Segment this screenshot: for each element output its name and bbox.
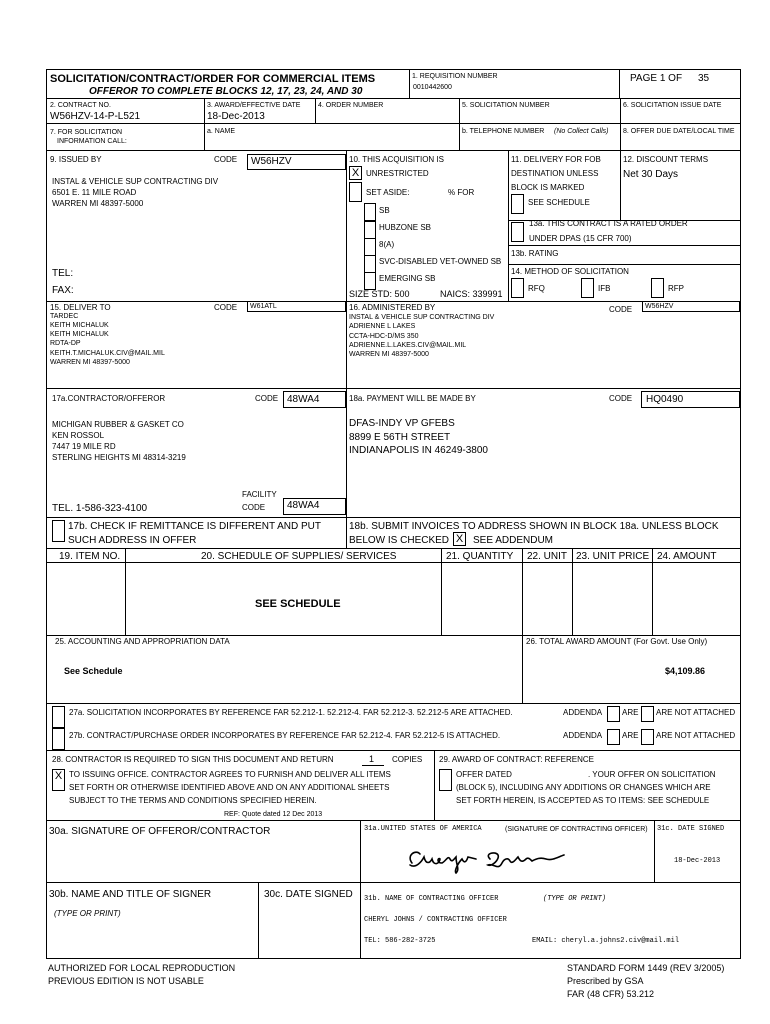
copies-underline — [362, 765, 384, 766]
rule — [47, 562, 740, 563]
payment-code[interactable]: HQ0490 — [646, 394, 684, 405]
rule — [47, 388, 740, 389]
phone-label: b. TELEPHONE NUMBER — [462, 128, 545, 135]
col-schedule: 20. SCHEDULE OF SUPPLIES/ SERVICES — [201, 551, 397, 562]
rule — [346, 150, 347, 548]
issued-by-tel-label: TEL: — [52, 268, 74, 279]
solicitation-date-label: 6. SOLICITATION ISSUE DATE — [623, 102, 722, 109]
administered-by-line-2: ADRIENNE L LAKES — [349, 323, 416, 330]
no-collect-note: (No Collect Calls) — [554, 128, 609, 135]
award-date-label: 3. AWARD/EFFECTIVE DATE — [207, 102, 301, 109]
svc-disabled-label: SVC-DISABLED VET-OWNED SB — [379, 257, 502, 266]
deliver-to-code-label: CODE — [214, 303, 238, 312]
rule — [409, 70, 410, 98]
addendum-checkbox[interactable]: X — [453, 532, 466, 546]
block-28-line-2: TO ISSUING OFFICE. CONTRACTOR AGREES TO FURNISH AND DELIVER ALL ITEMS — [69, 770, 391, 779]
block-28-copies-num: 1 — [369, 754, 375, 764]
rule — [258, 882, 259, 959]
total-award-value: $4,109.86 — [665, 666, 706, 676]
block-29-label: 29. AWARD OF CONTRACT: REFERENCE — [439, 755, 594, 764]
clause-27b-are-checkbox[interactable] — [607, 729, 620, 745]
rule — [459, 98, 460, 150]
unrestricted-label: UNRESTRICTED — [366, 169, 429, 178]
rated-order-checkbox[interactable] — [511, 222, 524, 242]
payment-line-2: 8899 E 56TH STREET — [349, 432, 451, 443]
rule — [360, 820, 361, 959]
rule — [47, 882, 740, 883]
issued-by-line-2: 6501 E. 11 MILE ROAD — [52, 188, 137, 197]
block-28-line-4: SUBJECT TO THE TERMS AND CONDITIONS SPECIFIED HEREIN. — [69, 796, 317, 805]
offer-due-label: 8. OFFER DUE DATE/LOCAL TIME — [623, 128, 735, 135]
size-std: SIZE STD: 500 — [349, 289, 410, 299]
contract-no-value[interactable]: W56HZV-14-P-L521 — [50, 111, 141, 122]
sb-checkbox[interactable] — [364, 203, 376, 221]
officer-name: CHERYL JOHNS / CONTRACTING OFFICER — [364, 916, 507, 924]
remittance-checkbox[interactable] — [52, 520, 65, 542]
rule — [434, 750, 435, 820]
clause-27a-addenda: ADDENDA — [563, 708, 603, 717]
col-unit-price: 23. UNIT PRICE — [576, 551, 650, 562]
facility-code-label: CODE — [242, 503, 266, 512]
deliver-to-line-3: KEITH MICHALUK — [50, 331, 109, 338]
rule — [508, 150, 509, 301]
invoices-line-2: BELOW IS CHECKED — [349, 535, 450, 546]
emerging-label: EMERGING SB — [379, 274, 436, 283]
rule — [620, 98, 621, 150]
form-sf1449 — [46, 69, 741, 959]
block-29-offer-dated: OFFER DATED — [456, 770, 512, 779]
info-call-label: 7. FOR SOLICITATION — [50, 129, 123, 136]
rule — [47, 548, 740, 549]
issued-by-line-1: INSTAL & VEHICLE SUP CONTRACTING DIV — [52, 177, 219, 186]
clause-27b-not-attached-checkbox[interactable] — [641, 729, 654, 745]
administered-by-code[interactable]: W56HZV — [645, 303, 674, 310]
block-28-ref: REF: — [224, 811, 240, 818]
administered-by-label: 16. ADMINISTERED BY — [349, 303, 436, 312]
invoices-line-1: 18b. SUBMIT INVOICES TO ADDRESS SHOWN IN BLOCK 18a. UNLESS BLOCK — [349, 521, 719, 532]
date-signed-31c: 18-Dec-2013 — [674, 857, 721, 865]
clause-27b-not-attached: ARE NOT ATTACHED — [656, 731, 736, 740]
sb-label: SB — [379, 206, 390, 215]
ifb-checkbox[interactable] — [581, 278, 594, 298]
rule — [47, 150, 740, 151]
page-label: PAGE 1 OF — [630, 73, 683, 84]
requisition-label: 1. REQUISITION NUMBER — [412, 73, 498, 80]
page-total: 35 — [698, 73, 710, 84]
pct-for-label: % FOR — [448, 188, 475, 197]
contractor-tel: TEL. 1-586-323-4100 — [52, 503, 148, 514]
clause-27a-are: ARE — [622, 708, 639, 717]
award-date-value[interactable]: 18-Dec-2013 — [207, 111, 265, 122]
sig-30a-label: 30a. SIGNATURE OF OFFEROR/CONTRACTOR — [49, 826, 271, 837]
issued-by-line-3: WARREN MI 48397-5000 — [52, 199, 144, 208]
payment-line-1: DFAS-INDY VP GFEBS — [349, 418, 455, 429]
block-28-checkbox[interactable]: X — [52, 769, 65, 791]
deliver-to-line-4: RDTA-DP — [50, 340, 81, 347]
rated-order-line-2: UNDER DPAS (15 CFR 700) — [529, 234, 632, 243]
footer-right-3: FAR (48 CFR) 53.212 — [567, 989, 655, 999]
block-28-copies: COPIES — [392, 755, 423, 764]
sig-co-label: (SIGNATURE OF CONTRACTING OFFICER) — [505, 826, 648, 833]
rule — [508, 264, 740, 265]
officer-tel: TEL: 586-282-3725 — [364, 937, 436, 945]
payment-label: 18a. PAYMENT WILL BE MADE BY — [349, 394, 476, 403]
rfq-checkbox[interactable] — [511, 278, 524, 298]
delivery-fob-label: 11. DELIVERY FOR FOB — [511, 155, 601, 164]
administered-by-line-4: ADRIENNE.L.LAKES.CIV@MAIL.MIL — [349, 342, 467, 349]
rating-label: 13b. RATING — [511, 249, 559, 258]
issued-by-fax-label: FAX: — [52, 285, 74, 296]
rule — [47, 750, 740, 751]
block-29-line-3: SET FORTH HEREIN, IS ACCEPTED AS TO ITEMS: SEE SCHEDULE — [456, 796, 710, 805]
addendum-label: SEE ADDENDUM — [473, 535, 554, 546]
see-schedule-label: SEE SCHEDULE — [528, 198, 590, 207]
block-28-line-3: SET FORTH OR OTHERWISE IDENTIFIED ABOVE AND ON ANY ADDITIONAL SHEETS — [69, 783, 390, 792]
issued-by-code-label: CODE — [214, 155, 238, 164]
contractor-line-4: STERLING HEIGHTS MI 48314-3219 — [52, 453, 186, 462]
eight-a-label: 8(A) — [379, 240, 395, 249]
administered-by-line-3: CCTA-HDC-D/MS 350 — [349, 333, 419, 340]
clause-27a-text: 27a. SOLICITATION INCORPORATES BY REFERENCE FAR 52.212-1. 52.212-4. FAR 52.212-3. 52.212-5 ARE ATTACHED. — [69, 708, 513, 717]
block-28-line-1: 28. CONTRACTOR IS REQUIRED TO SIGN THIS DOCUMENT AND RETURN — [52, 755, 334, 764]
rule — [47, 517, 740, 518]
col-amount: 24. AMOUNT — [657, 551, 717, 562]
rule — [619, 70, 620, 98]
rule — [620, 150, 621, 220]
payment-code-label: CODE — [609, 394, 633, 403]
delivery-fob-line-3: BLOCK IS MARKED — [511, 183, 585, 192]
rule — [47, 123, 740, 124]
rule — [654, 820, 655, 882]
payment-line-3: INDIANAPOLIS IN 46249-3800 — [349, 445, 488, 456]
rule — [47, 301, 740, 302]
info-call-label-2: INFORMATION CALL: — [57, 138, 127, 145]
naics: NAICS: 339991 — [440, 289, 503, 299]
contractor-code[interactable]: 48WA4 — [287, 394, 320, 405]
contractor-line-3: 7447 19 MILE RD — [52, 442, 116, 451]
issued-by-label: 9. ISSUED BY — [50, 155, 102, 164]
eight-a-checkbox[interactable] — [364, 238, 376, 256]
name-30b-label: 30b. NAME AND TITLE OF SIGNER — [49, 889, 212, 900]
footer-right-1: STANDARD FORM 1449 (REV 3/2005) — [567, 963, 725, 973]
hubzone-checkbox[interactable] — [364, 221, 376, 239]
contract-no-label: 2. CONTRACT NO. — [50, 102, 111, 109]
administered-by-line-1: INSTAL & VEHICLE SUP CONTRACTING DIV — [349, 314, 495, 321]
deliver-to-line-1: TARDEC — [50, 313, 79, 320]
name-31b-label: 31b. NAME OF CONTRACTING OFFICER — [364, 895, 499, 903]
col-unit: 22. UNIT — [527, 551, 568, 562]
clause-27a-not-attached-checkbox[interactable] — [641, 706, 654, 722]
set-aside-label: SET ASIDE: — [366, 188, 410, 197]
contracting-officer-signature — [402, 845, 572, 875]
clause-27b-addenda: ADDENDA — [563, 731, 603, 740]
discount-label: 12. DISCOUNT TERMS — [623, 155, 709, 164]
block-29-line-2: (BLOCK 5), INCLUDING ANY ADDITIONS OR CHANGES WHICH ARE — [456, 783, 711, 792]
administered-by-line-5: WARREN MI 48397-5000 — [349, 351, 429, 358]
facility-code[interactable]: 48WA4 — [287, 500, 320, 511]
total-award-label: 26. TOTAL AWARD AMOUNT (For Govt. Use Only) — [526, 637, 708, 646]
rule — [315, 98, 316, 123]
accounting-value: See Schedule — [64, 666, 123, 676]
schedule-see-schedule: SEE SCHEDULE — [255, 598, 341, 610]
col-item-no: 19. ITEM NO. — [59, 551, 121, 562]
footer-left-2: PREVIOUS EDITION IS NOT USABLE — [48, 976, 204, 986]
ifb-label: IFB — [598, 284, 611, 293]
rule — [47, 820, 740, 821]
deliver-to-line-6: WARREN MI 48397-5000 — [50, 359, 130, 366]
remittance-line-2: SUCH ADDRESS IN OFFER — [68, 535, 197, 546]
accounting-label: 25. ACCOUNTING AND APPROPRIATION DATA — [55, 637, 230, 646]
officer-email: EMAIL: cheryl.a.johns2.civ@mail.mil — [532, 937, 680, 945]
usa-label: 31a.UNITED STATES OF AMERICA — [364, 825, 482, 833]
block-29-your-offer: . YOUR OFFER ON SOLICITATION — [588, 770, 716, 779]
solicitation-no-label: 5. SOLICITATION NUMBER — [462, 102, 550, 109]
rule — [47, 635, 740, 636]
deliver-to-label: 15. DELIVER TO — [50, 303, 111, 312]
date-30c-label: 30c. DATE SIGNED — [264, 889, 353, 900]
footer-left-1: AUTHORIZED FOR LOCAL REPRODUCTION — [48, 963, 236, 973]
hubzone-label: HUBZONE SB — [379, 223, 432, 232]
deliver-to-line-5: KEITH.T.MICHALUK.CIV@MAIL.MIL — [50, 350, 165, 357]
rfp-checkbox[interactable] — [651, 278, 664, 298]
contractor-line-1: MICHIGAN RUBBER & GASKET CO — [52, 420, 184, 429]
contractor-code-label: CODE — [255, 394, 279, 403]
type-print-30b: (TYPE OR PRINT) — [54, 909, 121, 918]
contractor-label: 17a.CONTRACTOR/OFFEROR — [52, 394, 166, 403]
requisition-value: 0010442600 — [413, 84, 452, 91]
acquisition-label: 10. THIS ACQUISITION IS — [349, 155, 444, 164]
contractor-line-2: KEN ROSSOL — [52, 431, 105, 440]
method-label: 14. METHOD OF SOLICITATION — [511, 267, 629, 276]
block-29-checkbox[interactable] — [439, 769, 452, 791]
issued-by-code[interactable]: W56HZV — [251, 156, 292, 167]
facility-label: FACILITY — [242, 490, 277, 499]
form-subtitle: OFFEROR TO COMPLETE BLOCKS 12, 17, 23, 24, AND 30 — [89, 86, 363, 97]
emerging-checkbox[interactable] — [364, 272, 376, 290]
type-print-31b: (TYPE OR PRINT) — [543, 895, 607, 903]
discount-value[interactable]: Net 30 Days — [623, 169, 679, 180]
unrestricted-checkbox[interactable]: X — [349, 166, 362, 180]
col-quantity: 21. QUANTITY — [446, 551, 514, 562]
footer-right-2: Prescribed by GSA — [567, 976, 644, 986]
delivery-fob-line-2: DESTINATION UNLESS — [511, 169, 599, 178]
date-signed-31c-label: 31c. DATE SIGNED — [657, 825, 725, 833]
rule — [508, 245, 740, 246]
see-schedule-checkbox[interactable] — [511, 194, 524, 214]
form-title: SOLICITATION/CONTRACT/ORDER FOR COMMERCIAL ITEMS — [50, 73, 376, 85]
deliver-to-code[interactable]: W61ATL — [250, 303, 277, 310]
block-28-quote: Quote dated 12 Dec 2013 — [242, 811, 323, 818]
rule — [204, 98, 205, 150]
rfq-label: RFQ — [528, 284, 545, 293]
rule — [522, 635, 523, 703]
clause-27a-are-checkbox[interactable] — [607, 706, 620, 722]
clause-27a-checkbox[interactable] — [52, 706, 65, 728]
remittance-line-1: 17b. CHECK IF REMITTANCE IS DIFFERENT AND PUT — [68, 521, 321, 532]
name-label: a. NAME — [207, 128, 236, 135]
rule — [47, 703, 740, 704]
clause-27b-checkbox[interactable] — [52, 728, 65, 750]
clause-27a-not-attached: ARE NOT ATTACHED — [656, 708, 736, 717]
rule — [47, 98, 740, 99]
clause-27b-are: ARE — [622, 731, 639, 740]
order-no-label: 4. ORDER NUMBER — [318, 102, 384, 109]
administered-by-code-label: CODE — [609, 305, 633, 314]
set-aside-checkbox[interactable] — [349, 182, 362, 202]
svc-disabled-checkbox[interactable] — [364, 255, 376, 273]
deliver-to-line-2: KEITH MICHALUK — [50, 322, 109, 329]
rfp-label: RFP — [668, 284, 684, 293]
rated-order-label: 13a. THIS CONTRACT IS A RATED ORDER — [529, 219, 688, 228]
clause-27b-text: 27b. CONTRACT/PURCHASE ORDER INCORPORATES BY REFERENCE FAR 52.212-4. FAR 52.212-5 IS ATTACHED. — [69, 731, 501, 740]
